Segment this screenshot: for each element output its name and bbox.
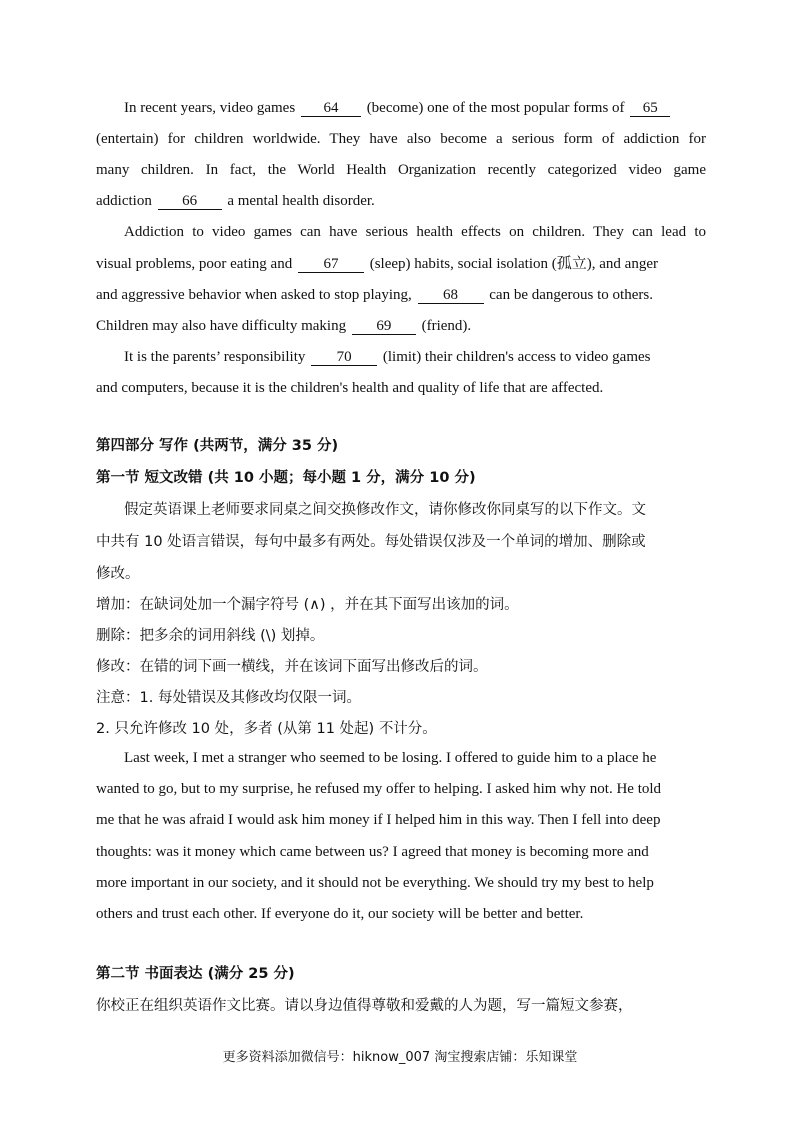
essay-line: more important in our society, and it should not be everything. We should try my best to help — [96, 875, 654, 891]
passage-line: (entertain) for children worldwide. They have also become a serious form of addiction for — [96, 131, 706, 147]
passage-line: many children. In fact, the World Health Organization recently categorized video game — [96, 162, 706, 178]
blank-66: 66 — [158, 193, 222, 210]
passage-line: Children may also have difficulty making 69 (friend). — [96, 318, 472, 334]
passage-line: visual problems, poor eating and 67 (sleep) habits, social isolation (孤立), and anger — [96, 256, 658, 272]
rule-delete: 删除：把多余的词用斜线 (\) 划掉。 — [96, 628, 325, 644]
instruction-text: 中共有 10 处语言错误，每句中最多有两处。每处错误仅涉及一个单词的增加、删除或 — [96, 534, 646, 550]
instruction-text: 你校正在组织英语作文比赛。请以身边值得尊敬和爱戴的人为题，写一篇短文参赛， — [96, 998, 633, 1014]
passage-line: and computers, because it is the children's health and quality of life that are affected. — [96, 380, 604, 396]
rule-add: 增加：在缺词处加一个漏字符号 (∧) ，并在其下面写出该加的词。 — [96, 597, 519, 613]
blank-67: 67 — [298, 256, 364, 273]
note-1: 注意：1. 每处错误及其修改均仅限一词。 — [96, 690, 361, 706]
instruction-text: 修改。 — [96, 566, 140, 582]
instruction-text: 假定英语课上老师要求同桌之间交换修改作文，请你修改你同桌写的以下作文。文 — [124, 502, 646, 518]
section2-title: 第二节 书面表达 (满分 25 分) — [96, 966, 295, 982]
blank-69: 69 — [352, 318, 416, 335]
blank-68: 68 — [418, 287, 484, 304]
part4-title: 第四部分 写作 (共两节，满分 35 分) — [96, 438, 339, 454]
note-2: 2. 只允许修改 10 处，多者 (从第 11 处起) 不计分。 — [96, 721, 437, 737]
rule-modify: 修改：在错的词下画一横线，并在该词下面写出修改后的词。 — [96, 659, 488, 675]
blank-70: 70 — [311, 349, 377, 366]
passage-line: In recent years, video games 64 (become) one of the most popular forms of 65 — [124, 98, 706, 118]
passage-line: It is the parents’ responsibility 70 (limit) their children's access to video games — [124, 349, 651, 365]
passage-line: and aggressive behavior when asked to stop playing, 68 can be dangerous to others. — [96, 287, 653, 303]
essay-line: others and trust each other. If everyone do it, our society will be better and better. — [96, 906, 584, 922]
blank-64: 64 — [301, 100, 361, 117]
footer-note: 更多资料添加微信号：hiknow_007 淘宝搜索店铺：乐知课堂 — [222, 1050, 578, 1065]
essay-line: wanted to go, but to my surprise, he refused my offer to helping. I asked him why not. He told — [96, 781, 662, 797]
essay-line: Last week, I met a stranger who seemed to be losing. I offered to guide him to a place he — [124, 750, 657, 766]
blank-65: 65 — [630, 100, 670, 117]
essay-line: me that he was afraid I would ask him money if I helped him in this way. Then I fell into deep — [96, 812, 661, 828]
passage-line: Addiction to video games can have serious health effects on children. They can lead to — [124, 224, 706, 240]
section1-title: 第一节 短文改错 (共 10 小题；每小题 1 分，满分 10 分) — [96, 470, 476, 486]
essay-line: thoughts: was it money which came between us? I agreed that money is becoming more and — [96, 844, 649, 860]
passage-line: addiction 66 a mental health disorder. — [96, 193, 375, 209]
